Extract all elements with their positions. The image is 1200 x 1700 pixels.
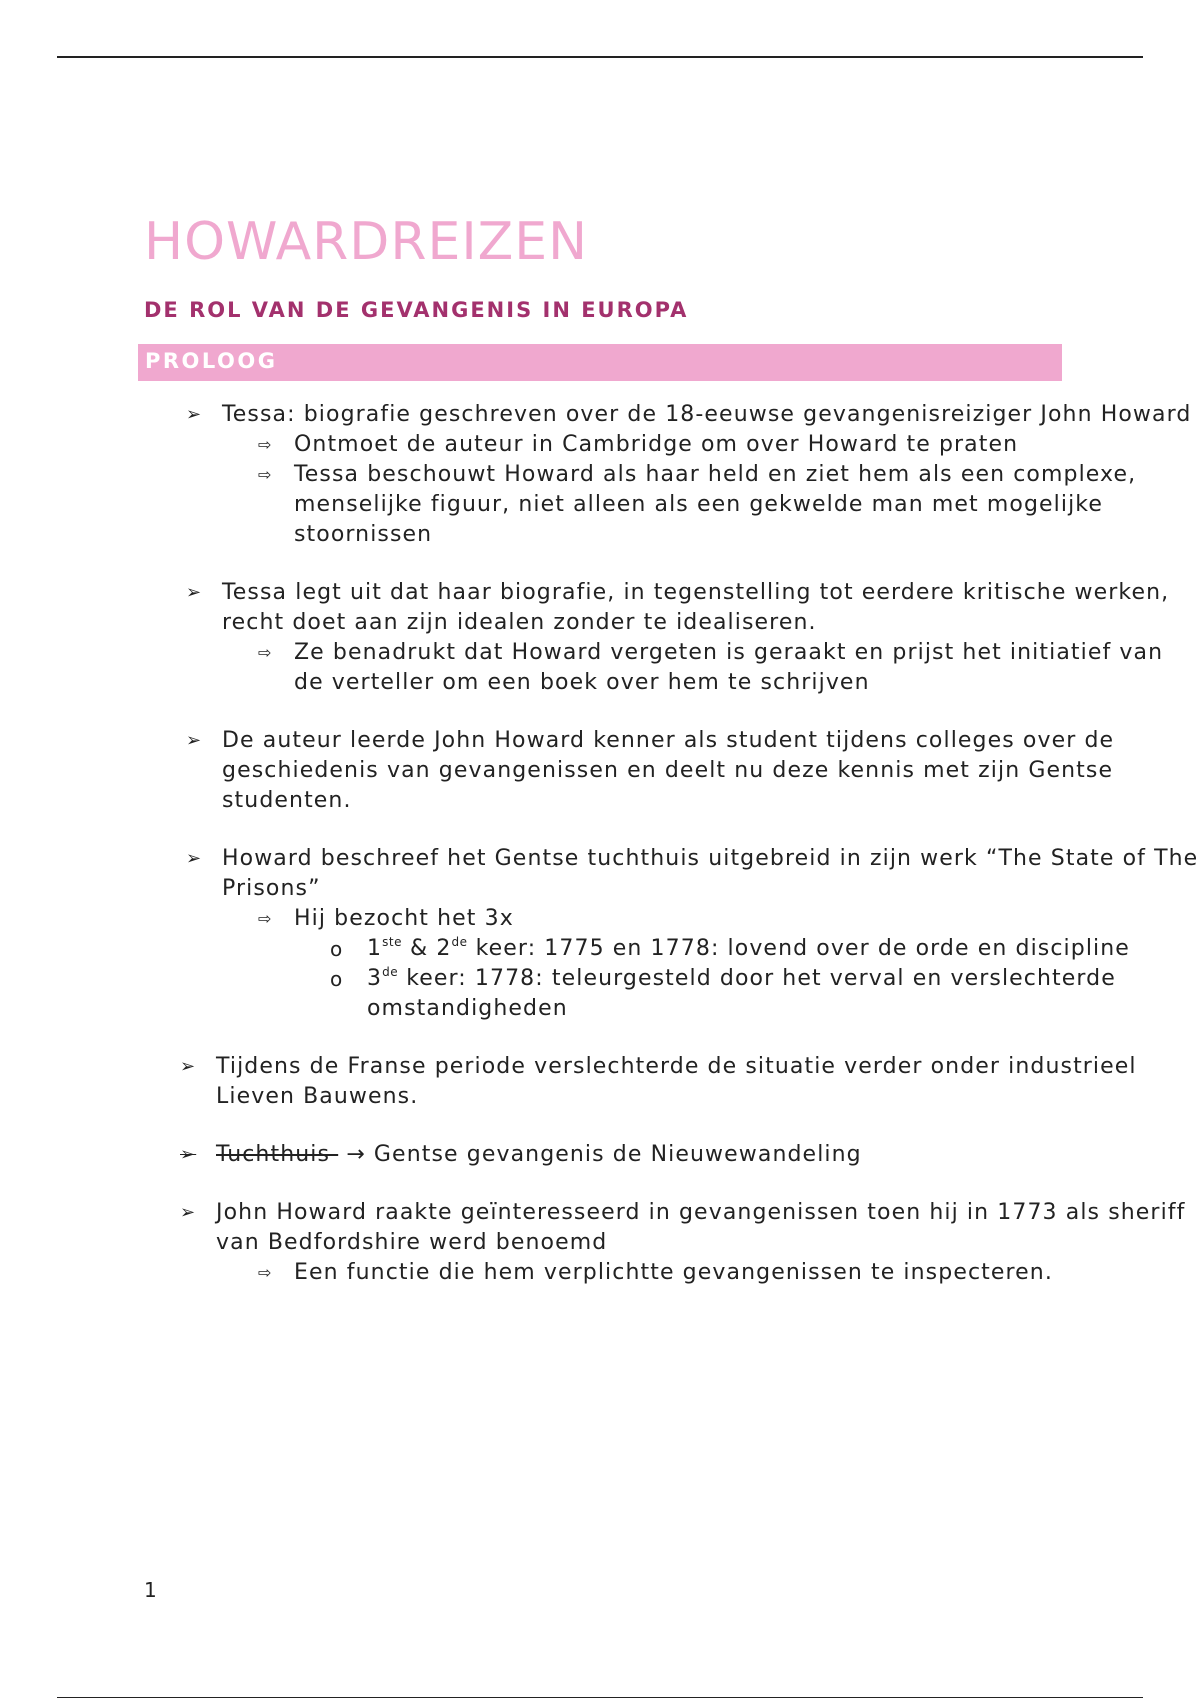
arrowhead-bullet-icon: ➢ <box>186 582 203 603</box>
visit-row <box>0 964 1200 1024</box>
list-item <box>0 578 1200 698</box>
list-item <box>0 726 1200 816</box>
bullet-list <box>0 400 1200 1316</box>
bullet-text: De auteur leerde John Howard kenner als student tijdens colleges over de geschiedenis van gevangenissen en deelt nu deze kennis met zijn Gentse studenten. <box>222 728 1115 813</box>
visit-ordinal-suffix: de <box>382 965 399 979</box>
visit-ordinal-suffix: ste <box>382 935 402 949</box>
visit-ordinal: 2 <box>436 936 452 961</box>
sub-bullet-text: Hij bezocht het 3x <box>294 906 514 931</box>
sub-bullet-row <box>0 904 1200 934</box>
bullet-text: Tessa: biografie geschreven over de 18-eeuwse gevangenisreiziger John Howard <box>222 402 1192 427</box>
bullet-text: John Howard raakte geïnteresseerd in gevangenissen toen hij in 1773 als sheriff van Bedfordshire werd benoemd <box>216 1200 1186 1255</box>
right-arrow-icon: → <box>346 1142 366 1167</box>
bullet-row <box>0 578 1200 638</box>
bullet-text: Tessa legt uit dat haar biografie, in tegenstelling tot eerdere kritische werken, recht doet aan zijn idealen zonder te idealiseren. <box>222 580 1170 635</box>
visit-ordinal: 1 <box>367 936 383 961</box>
sub-bullet-row <box>0 638 1200 698</box>
bullet-text: Gentse gevangenis de Nieuwewandeling <box>373 1142 862 1167</box>
document-title: HOWARDREIZEN <box>144 212 589 272</box>
visit-ordinal-suffix: de <box>451 935 468 949</box>
list-item <box>0 844 1200 1024</box>
sub-bullet-row <box>0 460 1200 550</box>
list-item <box>0 1140 1200 1170</box>
bullet-row <box>0 844 1200 904</box>
bullet-text: Tijdens de Franse periode verslechterde de situatie verder onder industrieel Lieven Bauwens. <box>216 1054 1137 1109</box>
footer-rule <box>57 1697 1143 1698</box>
visit-description: keer: 1778: teleurgesteld door het verval en verslechterde omstandigheden <box>367 966 1116 1021</box>
page-number: 1 <box>144 1578 157 1602</box>
visit-row <box>0 934 1200 964</box>
sub-bullet-text: Ze benadrukt dat Howard vergeten is geraakt en prijst het initiatief van de verteller om een boek over hem te schrijven <box>294 640 1164 695</box>
visit-ordinal: 3 <box>367 966 383 991</box>
sub-bullet-text: Ontmoet de auteur in Cambridge om over Howard te praten <box>294 432 1019 457</box>
document-subtitle: DE ROL VAN DE GEVANGENIS IN EUROPA <box>144 298 689 322</box>
hollow-arrow-bullet-icon: ⇨ <box>258 643 273 662</box>
arrowhead-bullet-icon: ➢ <box>186 730 203 751</box>
struck-text: Tuchthuis <box>216 1142 339 1167</box>
bullet-row <box>0 1198 1200 1258</box>
visit-text <box>367 936 1130 961</box>
visit-description: keer: 1775 en 1778: lovend over de orde en discipline <box>467 936 1130 961</box>
visit-ampersand: & <box>401 936 437 961</box>
circle-bullet-icon: o <box>330 967 344 991</box>
sub-bullet-row <box>0 430 1200 460</box>
sub-bullet-text: Een functie die hem verplichtte gevangenissen te inspecteren. <box>294 1260 1053 1285</box>
bullet-text: Howard beschreef het Gentse tuchthuis uitgebreid in zijn werk “The State of The Prisons” <box>222 846 1199 901</box>
list-item <box>0 1198 1200 1288</box>
arrowhead-bullet-icon: ➢ <box>186 848 203 869</box>
arrowhead-bullet-icon: ➢ <box>180 1144 197 1165</box>
header-rule <box>57 56 1143 58</box>
hollow-arrow-bullet-icon: ⇨ <box>258 909 273 928</box>
arrowhead-bullet-icon: ➢ <box>180 1056 197 1077</box>
sub-bullet-text: Tessa beschouwt Howard als haar held en ziet hem als een complexe, menselijke figuur, niet alleen als een gekwelde man met mogelijke stoornissen <box>294 462 1137 547</box>
list-item <box>0 1052 1200 1112</box>
bullet-row <box>0 1052 1200 1112</box>
arrowhead-bullet-icon: ➢ <box>186 404 203 425</box>
hollow-arrow-bullet-icon: ⇨ <box>258 465 273 484</box>
circle-bullet-icon: o <box>330 937 344 961</box>
hollow-arrow-bullet-icon: ⇨ <box>258 1263 273 1282</box>
visit-text <box>367 966 1116 1021</box>
hollow-arrow-bullet-icon: ⇨ <box>258 435 273 454</box>
list-item <box>0 400 1200 550</box>
section-banner <box>138 344 1062 381</box>
arrowhead-bullet-icon: ➢ <box>180 1202 197 1223</box>
bullet-row <box>0 400 1200 430</box>
bullet-row <box>0 1140 1200 1170</box>
sub-bullet-row <box>0 1258 1200 1288</box>
section-heading: PROLOOG <box>145 349 278 373</box>
bullet-row <box>0 726 1200 816</box>
